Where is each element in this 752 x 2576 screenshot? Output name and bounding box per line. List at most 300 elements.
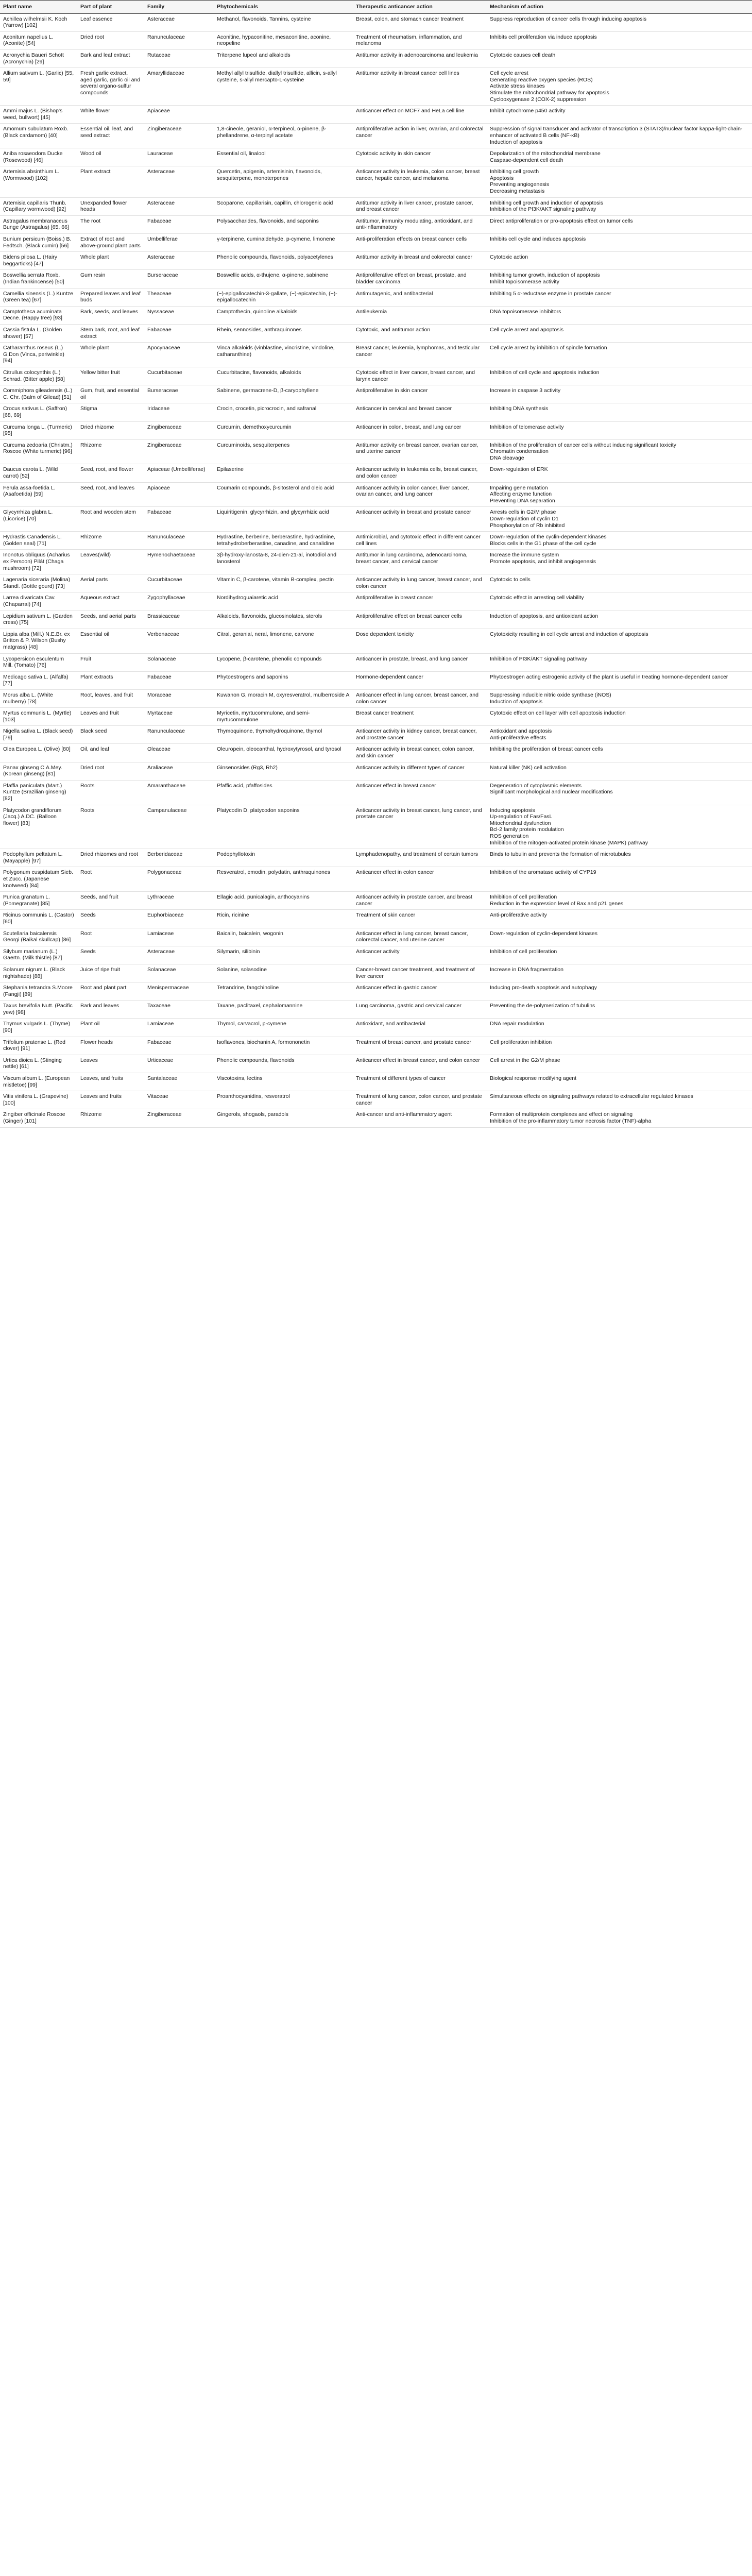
family-cell: Apiaceae [144, 106, 214, 124]
mechanism-cell [487, 867, 752, 892]
part-of-plant-cell: Prepared leaves and leaf buds [77, 288, 144, 306]
family-cell: Umbelliferae [144, 234, 214, 252]
family-cell: Fabaceae [144, 215, 214, 233]
phytochemicals-cell: Rhein, sennosides, anthraquinones [214, 324, 353, 342]
plant-name-cell: Ricinus communis L. (Castor) [60] [0, 910, 77, 928]
plant-name-cell: Inonotus obliquus (Acharius ex Persoon) Pilát (Chaga mushroom) [72] [0, 550, 77, 574]
plant-name-cell: Thymus vulgaris L. (Thyme) [90] [0, 1019, 77, 1037]
mechanism-line: Caspase-dependent cell death [490, 157, 563, 163]
mechanism-line: Inhibition of the PI3K/AKT signaling pathway [490, 206, 596, 213]
phytochemicals-cell: Coumarin compounds, β-sitosterol and oleic acid [214, 482, 353, 507]
therapeutic-action-cell: Antiproliferative effect on breast cancer cells [353, 611, 487, 629]
family-cell: Oleaceae [144, 744, 214, 762]
family-cell: Amaranthaceae [144, 780, 214, 805]
mechanism-line: Inhibition of PI3K/AKT signaling pathway [490, 655, 587, 662]
mechanism-line: Inhibition of the proliferation of cancer cells without inducing significant toxicity [490, 442, 676, 448]
table-row [0, 324, 752, 342]
part-of-plant-cell: Stem bark, root, and leaf extract [77, 324, 144, 342]
therapeutic-action-cell: Anticancer in cervical and breast cancer [353, 403, 487, 421]
mechanism-line: Preventing angiogenesis [490, 181, 549, 188]
mechanism-cell [487, 13, 752, 31]
therapeutic-action-cell: Antiproliferative effect on breast, prostate, and bladder carcinoma [353, 270, 487, 288]
mechanism-line: Cell cycle arrest and apoptosis [490, 326, 563, 333]
family-cell: Zingiberaceae [144, 124, 214, 148]
family-cell: Rutaceae [144, 49, 214, 67]
part-of-plant-cell: Yellow bitter fruit [77, 367, 144, 385]
therapeutic-action-cell: Anticancer effect on MCF7 and HeLa cell line [353, 106, 487, 124]
mechanism-line: Inhibits cell cycle and induces apoptosis [490, 236, 586, 243]
family-cell: Ranunculaceae [144, 532, 214, 550]
phytochemicals-cell: Baicalin, baicalein, wogonin [214, 928, 353, 946]
therapeutic-action-cell: Antitumor activity in breast and colorectal cancer [353, 252, 487, 270]
therapeutic-action-cell: Anticancer activity in breast cancer, colon cancer, and skin cancer [353, 744, 487, 762]
mechanism-line: Inhibition of the mitogen-activated protein kinase (MAPK) pathway [490, 839, 648, 846]
mechanism-cell [487, 892, 752, 910]
plant-name-cell: Camellia sinensis (L.) Kuntze (Green tea) [67] [0, 288, 77, 306]
plant-name-cell: Ferula assa-foetida L. (Asafoetida) [59] [0, 482, 77, 507]
plant-name-cell: Achillea wilhelmsii K. Koch (Yarrow) [102] [0, 13, 77, 31]
therapeutic-action-cell: Antitumor activity in breast cancer cell lines [353, 68, 487, 106]
part-of-plant-cell: Leaves and fruits [77, 1091, 144, 1109]
therapeutic-action-cell: Anticancer effect in gastric cancer [353, 982, 487, 1001]
therapeutic-action-cell: Antiproliferative in breast cancer [353, 592, 487, 611]
part-of-plant-cell: Gum, fruit, and essential oil [77, 385, 144, 403]
plant-name-cell: Catharanthus roseus (L.) G.Don (Vinca, periwinkle) [94] [0, 343, 77, 367]
part-of-plant-cell: Roots [77, 780, 144, 805]
part-of-plant-cell: Dried rhizomes and root [77, 849, 144, 867]
phytochemicals-cell: Liquiritigenin, glycyrrhizin, and glycyrrhizic acid [214, 507, 353, 532]
phytochemicals-cell: Epilaserine [214, 464, 353, 482]
mechanism-line: Cell cycle arrest [490, 70, 528, 77]
phytochemicals-cell: Phenolic compounds, flavonoids, polyacetylenes [214, 252, 353, 270]
phytochemicals-cell: Boswellic acids, α-thujene, α-pinene, sabinene [214, 270, 353, 288]
phytochemicals-cell: Camptothecin, quinoline alkaloids [214, 306, 353, 324]
table-row [0, 106, 752, 124]
mechanism-cell [487, 288, 752, 306]
part-of-plant-cell: The root [77, 215, 144, 233]
plant-name-cell: Hydrastis Canadensis L. (Golden seal) [71] [0, 532, 77, 550]
phytochemicals-cell: Curcuminoids, sesquiterpenes [214, 439, 353, 464]
family-cell: Nyssaceae [144, 306, 214, 324]
table-row [0, 439, 752, 464]
table-row [0, 385, 752, 403]
therapeutic-action-cell: Anticancer effect in lung cancer, breast cancer, colorectal cancer, and uterine cancer [353, 928, 487, 946]
part-of-plant-cell: Extract of root and above-ground plant parts [77, 234, 144, 252]
mechanism-line: DNA topoisomerase inhibitors [490, 308, 561, 315]
phytochemicals-cell: Cucurbitacins, flavonoids, alkaloids [214, 367, 353, 385]
phytochemicals-cell: Podophyllotoxin [214, 849, 353, 867]
part-of-plant-cell: Aqueous extract [77, 592, 144, 611]
header-row [0, 1, 752, 14]
table-row [0, 689, 752, 707]
part-of-plant-cell: Seeds [77, 910, 144, 928]
therapeutic-action-cell: Anticancer effect in breast cancer, and colon cancer [353, 1055, 487, 1073]
plant-name-cell: Podophyllum peltatum L. (Mayapple) [97] [0, 849, 77, 867]
family-cell: Fabaceae [144, 324, 214, 342]
plant-name-cell: Panax ginseng C.A.Mey. (Korean ginseng) [81] [0, 762, 77, 780]
mechanism-line: Preventing the de-polymerization of tubulins [490, 1003, 595, 1009]
plant-name-cell: Polygonum cuspidatum Sieb. et Zucc. (Japanese knotweed) [84] [0, 867, 77, 892]
phytochemicals-cell: Solanine, solasodine [214, 964, 353, 982]
plant-name-cell: Boswellia serrata Roxb. (Indian frankincense) [50] [0, 270, 77, 288]
table-row [0, 946, 752, 964]
table-row [0, 982, 752, 1001]
phytochemicals-cell: Methyl allyl trisulfide, diallyl trisulfide, allicin, s-allyl cysteine, s-allyl mercapto-L-cysteine [214, 68, 353, 106]
mechanism-line: Mitochondrial dysfunction [490, 820, 551, 826]
mechanism-line: Arrests cells in G2/M phase [490, 509, 556, 516]
mechanism-cell [487, 671, 752, 689]
mechanism-line: Down-regulation of cyclin D1 [490, 516, 559, 522]
mechanism-cell [487, 849, 752, 867]
table-row [0, 1091, 752, 1109]
phytochemicals-cell [214, 106, 353, 124]
mechanism-cell [487, 910, 752, 928]
table-header [0, 1, 752, 14]
mechanism-cell [487, 629, 752, 653]
therapeutic-action-cell: Anti-proliferation effects on breast cancer cells [353, 234, 487, 252]
mechanism-line: Inhibition of the aromatase activity of CYP19 [490, 869, 596, 876]
table-row [0, 464, 752, 482]
mechanism-cell [487, 708, 752, 726]
mechanism-cell [487, 403, 752, 421]
plant-name-cell: Curcuma zedoaria (Christm.) Roscoe (White turmeric) [96] [0, 439, 77, 464]
document-page [0, 0, 752, 1128]
therapeutic-action-cell: Treatment of different types of cancer [353, 1073, 487, 1091]
table-row [0, 780, 752, 805]
plant-name-cell: Curcuma longa L. (Turmeric) [95] [0, 421, 77, 439]
therapeutic-action-cell: Anticancer activity in leukemia cells, breast cancer, and colon cancer [353, 464, 487, 482]
plant-name-cell: Larrea divaricata Cav. (Chaparral) [74] [0, 592, 77, 611]
table-row [0, 726, 752, 744]
plant-name-cell: Morus alba L. (White mulberry) [78] [0, 689, 77, 707]
plant-name-cell: Viscum album L. (European mistletoe) [99] [0, 1073, 77, 1091]
phytochemicals-cell: Proanthocyanidins, resveratrol [214, 1091, 353, 1109]
plant-name-cell: Vitis vinifera L. (Grapevine) [100] [0, 1091, 77, 1109]
mechanism-line: Cytotoxic causes cell death [490, 52, 556, 58]
plant-name-cell: Taxus brevifolia Nutt. (Pacific yew) [98] [0, 1001, 77, 1019]
phytochemicals-cell: Aconitine, hypaconitine, mesaconitine, aconine, neopeline [214, 31, 353, 49]
part-of-plant-cell: Bark and leaves [77, 1001, 144, 1019]
mechanism-line: Inhibition of telomerase activity [490, 423, 564, 430]
plant-name-cell: Zingiber officinale Roscoe (Ginger) [101] [0, 1109, 77, 1127]
phytochemicals-cell: Quercetin, apigenin, artemisinin, flavonoids, sesquiterpene, monoterpenes [214, 166, 353, 197]
mechanism-cell [487, 439, 752, 464]
mechanism-cell [487, 1037, 752, 1055]
part-of-plant-cell: Leaves(wild) [77, 550, 144, 574]
mechanism-line: Down-regulation of the cyclin-dependent kinases [490, 534, 607, 540]
plant-name-cell: Acronychia Baueri Schott (Acronychia) [29] [0, 49, 77, 67]
table-row [0, 928, 752, 946]
mechanism-cell [487, 946, 752, 964]
family-cell: Fabaceae [144, 1037, 214, 1055]
part-of-plant-cell: Leaves, and fruits [77, 1073, 144, 1091]
part-of-plant-cell: Rhizome [77, 532, 144, 550]
family-cell: Taxaceae [144, 1001, 214, 1019]
plant-name-cell: Pfaffia paniculata (Mart.) Kuntze (Brazilian ginseng) [82] [0, 780, 77, 805]
plant-name-cell: Aniba rosaeodora Ducke (Rosewood) [46] [0, 148, 77, 166]
mechanism-line: Cytotoxicity resulting in cell cycle arrest and induction of apoptosis [490, 631, 648, 637]
mechanism-cell [487, 532, 752, 550]
table-row [0, 288, 752, 306]
family-cell: Solanaceae [144, 653, 214, 671]
plant-name-cell: Daucus carota L. (Wild carrot) [52] [0, 464, 77, 482]
mechanism-line: Inhibiting cell growth [490, 168, 539, 175]
plant-name-cell: Lycopersicon esculentum Mill. (Tomato) [76] [0, 653, 77, 671]
family-cell: Brassicaceae [144, 611, 214, 629]
mechanism-line: Inhibiting DNA synthesis [490, 405, 549, 412]
family-cell: Myrtaceae [144, 708, 214, 726]
phytochemicals-cell: Triterpene lupeol and alkaloids [214, 49, 353, 67]
phytochemicals-cell: Platycodin D, platycodon saponins [214, 805, 353, 849]
plant-name-cell: Ammi majus L. (Bishop's weed, bullwort) [45] [0, 106, 77, 124]
part-of-plant-cell: Dried root [77, 762, 144, 780]
table-row [0, 671, 752, 689]
table-row [0, 13, 752, 31]
family-cell: Asteraceae [144, 197, 214, 215]
mechanism-line: Cytotoxic effect in arresting cell viability [490, 595, 584, 601]
part-of-plant-cell: Root, leaves, and fruit [77, 689, 144, 707]
mechanism-cell [487, 252, 752, 270]
mechanism-line: Simultaneous effects on signaling pathways related to extracellular regulated kinases [490, 1093, 693, 1100]
mechanism-line: Cell arrest in the G2/M phase [490, 1057, 560, 1063]
family-cell: Campanulaceae [144, 805, 214, 849]
mechanism-cell [487, 1055, 752, 1073]
family-cell: Menispermaceae [144, 982, 214, 1001]
table-row [0, 805, 752, 849]
mechanism-line: Phytoestrogen acting estrogenic activity of the plant is useful in treating hormone-dependent cancer [490, 673, 728, 680]
table-row [0, 343, 752, 367]
mechanism-cell [487, 482, 752, 507]
table-row [0, 910, 752, 928]
phytochemicals-cell: Thymoquinone, thymohydroquinone, thymol [214, 726, 353, 744]
mechanism-cell [487, 762, 752, 780]
mechanism-line: Cell proliferation inhibition [490, 1039, 552, 1045]
therapeutic-action-cell: Antileukemia [353, 306, 487, 324]
family-cell: Asteraceae [144, 166, 214, 197]
part-of-plant-cell: Rhizome [77, 1109, 144, 1127]
plant-name-cell: Astragalus membranaceus Bunge (Astragalus) [65, 66] [0, 215, 77, 233]
therapeutic-action-cell: Anticancer effect in lung cancer, breast cancer, and colon cancer [353, 689, 487, 707]
mechanism-cell [487, 574, 752, 592]
mechanism-line: Depolarization of the mitochondrial membrane [490, 150, 601, 157]
header-mechanism: Mechanism of action [487, 1, 752, 14]
mechanism-line: Inhibition of cell proliferation [490, 894, 557, 901]
part-of-plant-cell: Seeds, and aerial parts [77, 611, 144, 629]
family-cell: Apiaceae (Umbelliferae) [144, 464, 214, 482]
mechanism-line: Apoptosis [490, 175, 514, 181]
plant-name-cell: Solanum nigrum L. (Black nightshade) [88] [0, 964, 77, 982]
phytochemicals-cell: Ellagic acid, punicalagin, anthocyanins [214, 892, 353, 910]
family-cell: Ranunculaceae [144, 31, 214, 49]
table-row [0, 197, 752, 215]
phytochemicals-cell: Gingerols, shogaols, paradols [214, 1109, 353, 1127]
phytochemicals-cell: 1,8-cineole, geraniol, α-terpineol, α-pinene, β-phellandrene, α-terpinyl acetate [214, 124, 353, 148]
therapeutic-action-cell: Breast cancer, leukemia, lymphomas, and testicular cancer [353, 343, 487, 367]
plant-name-cell: Olea Europea L. (Olive) [80] [0, 744, 77, 762]
family-cell: Asteraceae [144, 13, 214, 31]
therapeutic-action-cell: Antitumor activity in liver cancer, prostate cancer, and breast cancer [353, 197, 487, 215]
plant-name-cell: Commiphora gileadensis (L.) C. Chr. (Balm of Gilead) [51] [0, 385, 77, 403]
mechanism-cell [487, 805, 752, 849]
mechanism-line: Suppression of signal transducer and activator of transcription 3 (STAT3)/nuclear factor kappa-light-chain-enhancer of activated B cells (NF-κB) [490, 126, 743, 139]
mechanism-line: Significant morphological and nuclear modifications [490, 789, 613, 795]
mechanism-line: Chromatin condensation [490, 448, 549, 455]
phytochemical-table [0, 0, 752, 1128]
table-row [0, 507, 752, 532]
table-row [0, 166, 752, 197]
table-row [0, 421, 752, 439]
phytochemicals-cell: Vitamin C, β-carotene, vitamin B-complex, pectin [214, 574, 353, 592]
plant-name-cell: Scutellaria baicalensis Georgi (Baikal skullcap) [86] [0, 928, 77, 946]
mechanism-line: Increase in caspase 3 activity [490, 387, 561, 394]
mechanism-line: Activate stress kinases [490, 83, 545, 90]
table-row [0, 653, 752, 671]
plant-name-cell: Bunium persicum (Boiss.) B. Fedtsch. (Black cumin) [56] [0, 234, 77, 252]
table-row [0, 892, 752, 910]
mechanism-line: Affecting enzyme function [490, 491, 552, 498]
phytochemicals-cell: Thymol, carvacrol, p-cymene [214, 1019, 353, 1037]
part-of-plant-cell: Plant extract [77, 166, 144, 197]
part-of-plant-cell: Plant oil [77, 1019, 144, 1037]
family-cell: Burseraceae [144, 270, 214, 288]
therapeutic-action-cell: Treatment of rheumatism, inflammation, and melanoma [353, 31, 487, 49]
phytochemicals-cell: Scoparone, capillarisin, capillin, chlorogenic acid [214, 197, 353, 215]
table-row [0, 532, 752, 550]
plant-name-cell: Trifolium pratense L. (Red clover) [91] [0, 1037, 77, 1055]
mechanism-line: DNA repair modulation [490, 1021, 544, 1027]
part-of-plant-cell: Flower heads [77, 1037, 144, 1055]
mechanism-cell [487, 106, 752, 124]
mechanism-line: Down-regulation of ERK [490, 466, 548, 473]
mechanism-line: Impairing gene mutation [490, 484, 548, 491]
table-body [0, 13, 752, 1127]
part-of-plant-cell: Essential oil, leaf, and seed extract [77, 124, 144, 148]
plant-name-cell: Nigella sativa L. (Black seed) [79] [0, 726, 77, 744]
mechanism-line: Induction of apoptosis [490, 698, 543, 705]
phytochemicals-cell: Ginsenosides (Rg3, Rh2) [214, 762, 353, 780]
mechanism-line: Cell cycle arrest by inhibition of spindle formation [490, 345, 607, 351]
mechanism-cell [487, 49, 752, 67]
table-row [0, 611, 752, 629]
part-of-plant-cell: Roots [77, 805, 144, 849]
part-of-plant-cell: Whole plant [77, 343, 144, 367]
mechanism-cell [487, 982, 752, 1001]
mechanism-line: Degeneration of cytoplasmic elements [490, 782, 582, 789]
mechanism-line: Down-regulation of cyclin-dependent kinases [490, 930, 597, 937]
table-row [0, 148, 752, 166]
table-row [0, 550, 752, 574]
family-cell: Moraceae [144, 689, 214, 707]
therapeutic-action-cell: Dose dependent toxicity [353, 629, 487, 653]
phytochemicals-cell: (−)-epigallocatechin-3-gallate, (−)-epicatechin, (−)-epigallocatechin [214, 288, 353, 306]
family-cell: Zingiberaceae [144, 439, 214, 464]
therapeutic-action-cell: Anticancer activity in kidney cancer, breast cancer, and prostate cancer [353, 726, 487, 744]
part-of-plant-cell: Essential oil [77, 629, 144, 653]
header-phytochemicals: Phytochemicals [214, 1, 353, 14]
plant-name-cell: Citrullus colocynthis (L.) Schrad. (Bitter apple) [58] [0, 367, 77, 385]
mechanism-line: Inhibiting the proliferation of breast cancer cells [490, 746, 603, 753]
phytochemicals-cell: Nordihydroguaiaretic acid [214, 592, 353, 611]
table-row [0, 306, 752, 324]
mechanism-line: Cytotoxic to cells [490, 577, 531, 583]
phytochemicals-cell: Essential oil, linalool [214, 148, 353, 166]
mechanism-cell [487, 653, 752, 671]
family-cell: Lythraceae [144, 892, 214, 910]
mechanism-line: Inhibit cytochrome p450 activity [490, 108, 566, 114]
phytochemicals-cell: Ricin, ricinine [214, 910, 353, 928]
part-of-plant-cell: Seeds [77, 946, 144, 964]
part-of-plant-cell: Seed, root, and flower [77, 464, 144, 482]
mechanism-line: Cyclooxygenase 2 (COX-2) suppression [490, 96, 587, 103]
mechanism-cell [487, 306, 752, 324]
mechanism-line: Inhibit topoisomerase activity [490, 279, 559, 285]
family-cell: Fabaceae [144, 507, 214, 532]
plant-name-cell: Punica granatum L. (Pomegranate) [85] [0, 892, 77, 910]
family-cell: Zingiberaceae [144, 421, 214, 439]
table-row [0, 234, 752, 252]
table-row [0, 964, 752, 982]
mechanism-line: Inhibiting tumor growth, induction of apoptosis [490, 272, 600, 279]
phytochemicals-cell: Oleuropein, oleocanthal, hydroxytyrosol, and tyrosol [214, 744, 353, 762]
part-of-plant-cell: White flower [77, 106, 144, 124]
phytochemicals-cell: Isoflavones, biochanin A, formononetin [214, 1037, 353, 1055]
therapeutic-action-cell: Anticancer effect in colon cancer [353, 867, 487, 892]
mechanism-cell [487, 1073, 752, 1091]
phytochemicals-cell: Citral, geranial, neral, limonene, carvone [214, 629, 353, 653]
mechanism-line: Promote apoptosis, and inhibit angiogenesis [490, 558, 596, 565]
phytochemicals-cell: Phenolic compounds, flavonoids [214, 1055, 353, 1073]
mechanism-line: Cytotoxic effect on cell layer with cell apoptosis induction [490, 710, 626, 717]
part-of-plant-cell: Bark, seeds, and leaves [77, 306, 144, 324]
mechanism-line: Antioxidant and apoptosis [490, 728, 552, 735]
plant-name-cell: Lagenaria siceraria (Molina) Standl. (Bottle gourd) [73] [0, 574, 77, 592]
plant-name-cell: Glycyrrhiza glabra L. (Licorice) [70] [0, 507, 77, 532]
family-cell: Berberidaceae [144, 849, 214, 867]
part-of-plant-cell: Seeds, and fruit [77, 892, 144, 910]
mechanism-cell [487, 1091, 752, 1109]
family-cell: Urticaceae [144, 1055, 214, 1073]
part-of-plant-cell: Unexpanded flower heads [77, 197, 144, 215]
therapeutic-action-cell: Antimutagenic, and antibacterial [353, 288, 487, 306]
mechanism-line: Bcl-2 family protein modulation [490, 826, 564, 833]
plant-name-cell: Myrtus communis L. (Myrtle) [103] [0, 708, 77, 726]
mechanism-line: Inhibition of the pro-inflammatory tumor necrosis factor (TNF)-alpha [490, 1118, 652, 1124]
part-of-plant-cell: Aerial parts [77, 574, 144, 592]
therapeutic-action-cell: Anticancer activity in breast and prostate cancer [353, 507, 487, 532]
therapeutic-action-cell: Antitumor in lung carcinoma, adenocarcinoma, breast cancer, and cervical cancer [353, 550, 487, 574]
mechanism-cell [487, 166, 752, 197]
part-of-plant-cell: Fruit [77, 653, 144, 671]
part-of-plant-cell: Plant extracts [77, 671, 144, 689]
table-row [0, 31, 752, 49]
phytochemicals-cell: Phytoestrogens and saponins [214, 671, 353, 689]
therapeutic-action-cell: Antioxidant, and antibacterial [353, 1019, 487, 1037]
table-row [0, 215, 752, 233]
phytochemicals-cell: Silymarin, silibinin [214, 946, 353, 964]
mechanism-line: Inhibition of cell cycle and apoptosis induction [490, 369, 600, 376]
therapeutic-action-cell: Antimicrobial, and cytotoxic effect in different cancer cell lines [353, 532, 487, 550]
mechanism-line: Biological response modifying agent [490, 1075, 577, 1082]
therapeutic-action-cell: Anticancer effect in breast cancer [353, 780, 487, 805]
therapeutic-action-cell: Anticancer activity [353, 946, 487, 964]
mechanism-line: Increase the immune system [490, 552, 559, 558]
plant-name-cell: Stephania tetrandra S.Moore (Fangji) [89] [0, 982, 77, 1001]
header-part-of-plant: Part of plant [77, 1, 144, 14]
family-cell: Polygonaceae [144, 867, 214, 892]
family-cell: Fabaceae [144, 671, 214, 689]
part-of-plant-cell: Leaves and fruit [77, 708, 144, 726]
plant-name-cell: Urtica dioica L. (Stinging nettle) [61] [0, 1055, 77, 1073]
